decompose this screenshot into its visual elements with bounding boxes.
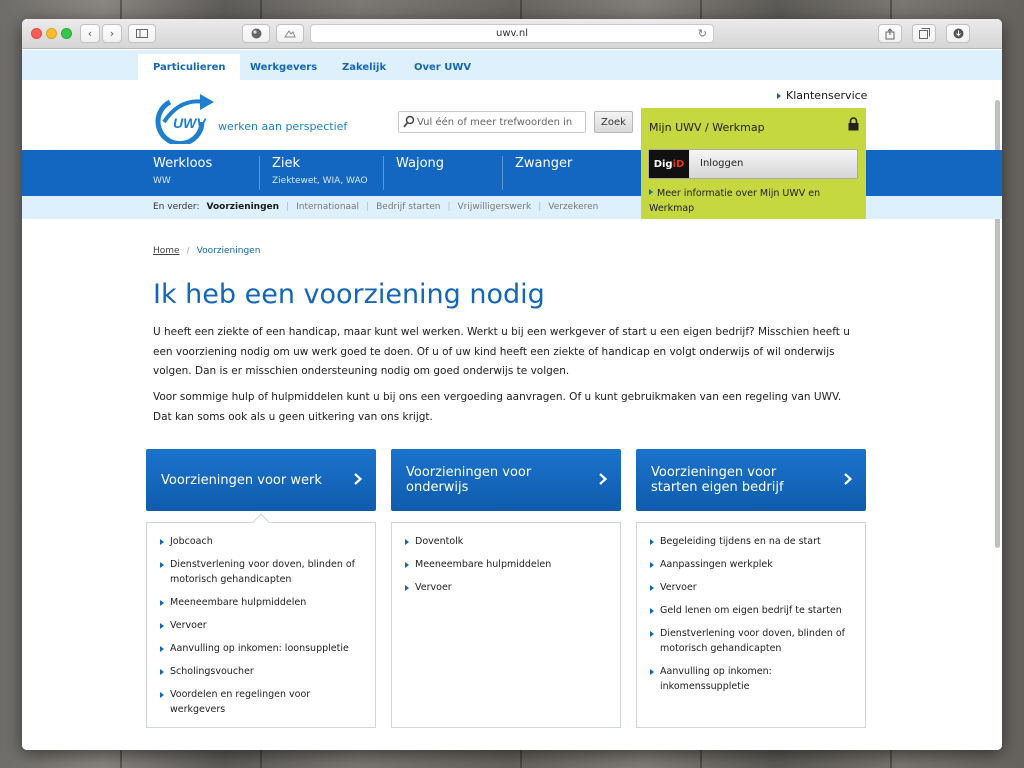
page-title: Ik heb een voorziening nodig [153,279,545,310]
tabs-button[interactable] [912,24,936,43]
search-icon [403,115,415,129]
card-starten-button[interactable] [636,449,866,511]
breadcrumb-home[interactable]: Home [153,246,180,256]
list-item[interactable] [650,557,853,572]
audience-tabs [22,50,1002,80]
arrow-right-icon [405,539,409,545]
arrow-right-icon [777,93,781,99]
list-item-label: Vervoer [660,582,697,593]
digid-logo-text: Dig [653,158,673,170]
subnav-verzekeren[interactable]: Verzekeren [548,202,599,212]
nav-item-werkloos[interactable] [153,156,212,186]
klantenservice-link[interactable] [777,89,867,102]
more-info-label: Meer informatie over Mijn UWV en Werkmap [649,188,821,214]
sidebar-button[interactable] [128,24,156,43]
tab-over-uwv[interactable]: Over UWV [414,61,472,73]
login-label: Inloggen [700,158,744,169]
search-button[interactable]: Zoek [594,111,633,133]
nav-item-ziek[interactable] [272,156,368,186]
list-item-label: Scholingsvoucher [170,666,254,677]
list-item-label: Jobcoach [170,536,213,547]
card-onderwijs-list [391,522,621,728]
tab-particulieren[interactable]: Particulieren [138,54,240,80]
nav-title: Wajong [396,156,445,171]
share-icon [885,28,895,40]
nav-title: Werkloos [153,156,213,171]
list-item[interactable] [160,618,363,633]
arrow-right-icon [160,692,164,698]
card-pointer [253,514,270,531]
chevron-right-icon [354,473,362,485]
card-title: Voorzieningen voor werk [161,472,322,488]
arrow-right-icon [405,562,409,568]
subnav-divider: | [538,202,542,212]
list-item[interactable] [650,664,853,694]
nav-item-wajong[interactable] [396,156,444,171]
subnav-internationaal[interactable]: Internationaal [296,202,360,212]
secondary-nav-label: En verder: [153,202,200,212]
arrow-right-icon [650,631,654,637]
mijn-uwv-panel [641,108,866,219]
arrow-right-icon [405,585,409,591]
list-item[interactable] [160,534,363,549]
breadcrumb-current[interactable]: Voorzieningen [196,246,261,256]
list-item[interactable] [160,557,363,587]
extension-button[interactable] [276,24,304,43]
digid-logo [649,150,689,178]
extension-icon [284,29,296,39]
close-window-button[interactable] [31,28,42,39]
list-item[interactable] [405,580,608,595]
arrow-right-icon [160,623,164,629]
sidebar-icon [136,29,148,38]
list-item-label: Doventolk [415,536,464,547]
chevron-right-icon: › [109,27,115,40]
subnav-vrijwilligerswerk[interactable]: Vrijwilligerswerk [457,202,532,212]
list-item[interactable] [160,641,363,656]
digid-login-button[interactable] [648,149,858,179]
list-item[interactable] [650,580,853,595]
list-item-label: Meeneembare hulpmiddelen [415,559,552,570]
digid-logo-text-accent: iD [672,158,685,170]
arrow-right-icon [160,669,164,675]
arrow-right-icon [160,539,164,545]
card-title: Voorzieningen voor starten eigen bedrijf [651,465,784,495]
list-item[interactable] [160,687,363,717]
mijn-uwv-title: Mijn UWV / Werkmap [649,121,765,134]
svg-text:UWV: UWV [173,115,206,131]
arrow-right-icon [160,562,164,568]
browser-toolbar [22,19,1002,49]
arrow-right-icon [160,600,164,606]
chevron-left-icon: ‹ [87,27,93,40]
list-item-label: Aanvulling op inkomen: loonsuppletie [170,643,349,654]
nav-subtitle: WW [153,176,171,186]
forward-button[interactable] [102,24,122,43]
arrow-right-icon [650,585,654,591]
list-item[interactable] [650,603,853,618]
list-item-label: Vervoer [170,620,207,631]
chevron-right-icon [599,473,607,485]
tagline: werken aan perspectief [218,120,348,133]
list-item-label: Aanpassingen werkplek [660,559,773,570]
chevron-right-icon [844,473,852,485]
tabs-icon [919,28,930,39]
list-item-label: Vervoer [415,582,452,593]
more-info-link[interactable] [649,186,854,216]
subnav-divider: | [366,202,370,212]
list-item-label: Aanvulling op inkomen: inkomenssuppletie [660,666,772,692]
address-bar[interactable] [310,24,714,43]
card-onderwijs-button[interactable] [391,449,621,511]
nav-divider [259,156,260,190]
zoom-window-button[interactable] [61,28,72,39]
arrow-right-icon [650,562,654,568]
list-item[interactable] [160,595,363,610]
list-item[interactable] [650,534,853,549]
list-item[interactable] [405,534,608,549]
search-placeholder: Vul één of meer trefwoorden in [417,116,573,128]
subnav-divider: | [447,202,451,212]
list-item-label: Geld lenen om eigen bedrijf te starten [660,605,842,616]
list-item-label: Voordelen en regelingen voor werkgevers [170,689,311,715]
klantenservice-label: Klantenservice [786,89,868,102]
subnav-voorzieningen[interactable]: Voorzieningen [206,202,280,212]
intro-paragraph-2: Voor sommige hulp of hulpmiddelen kunt u bij ons een vergoeding aanvragen. Of u kunt gebruikmaken van een regeling van UWV. Dat kan soms ook als u geen uitkering van ons krijgt. [153,391,842,423]
uwv-logo[interactable] [152,92,216,144]
breadcrumb-separator: / [186,246,190,256]
card-werk-list [146,522,376,728]
nav-divider [383,156,384,190]
list-item[interactable] [650,626,853,656]
nav-title: Ziek [272,156,301,171]
list-item[interactable] [160,664,363,679]
privacy-button[interactable] [242,24,270,43]
subnav-bedrijf-starten[interactable]: Bedrijf starten [376,202,441,212]
list-item-label: Meeneembare hulpmiddelen [170,597,307,608]
url-text: uwv.nl [496,28,528,39]
card-werk-button[interactable] [146,449,376,511]
arrow-right-icon [650,669,654,675]
card-starten-list [636,522,866,728]
browser-window [22,19,1002,750]
nav-divider [502,156,503,190]
subnav-divider: | [286,202,290,212]
nav-title: Zwanger [515,156,573,171]
nav-subtitle: Ziektewet, WIA, WAO [272,176,368,186]
privacy-icon [251,28,262,39]
web-page [22,50,1002,750]
list-item-label: Dienstverlening voor doven, blinden of motorisch gehandicapten [660,628,846,654]
lock-icon [848,117,859,131]
reload-icon[interactable]: ↻ [697,27,707,40]
tab-werkgevers[interactable]: Werkgevers [250,61,318,73]
list-item[interactable] [405,557,608,572]
download-icon [953,28,964,39]
search-input[interactable] [398,111,586,133]
intro-paragraph-1: U heeft een ziekte of een handicap, maar kunt wel werken. Werkt u bij een werkgever of start u een eigen bedrijf? Misschien heeft u een voorziening nodig om uw werk goed te doen. Of u of uw kind heeft een ziekte of handicap en volgt onderwijs of wil onderwijs volgen. Dan is er misschien ondersteuning nodig om goed onderwijs te volgen. [153,326,850,377]
downloads-button[interactable] [946,24,970,43]
arrow-right-icon [650,539,654,545]
nav-item-zwanger[interactable] [515,156,572,171]
list-item-label: Begeleiding tijdens en na de start [660,536,821,547]
list-item-label: Dienstverlening voor doven, blinden of motorisch gehandicapten [170,559,356,585]
minimize-window-button[interactable] [46,28,57,39]
card-title: Voorzieningen voor onderwijs [406,465,532,495]
breadcrumb [153,246,260,256]
arrow-right-icon [160,646,164,652]
tab-zakelijk[interactable]: Zakelijk [342,61,387,73]
arrow-right-icon [649,189,653,195]
back-button[interactable] [80,24,100,43]
arrow-right-icon [650,608,654,614]
share-button[interactable] [878,24,902,43]
